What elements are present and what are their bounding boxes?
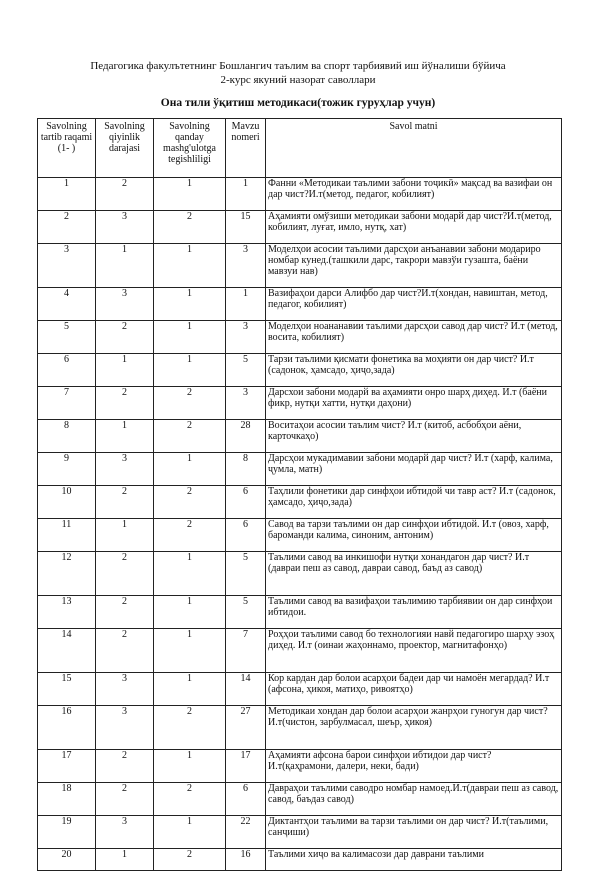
table-row [38,486,562,519]
topic-number-cell: 1 [226,178,266,211]
row-number-cell: 6 [38,354,96,387]
topic-number-cell: 14 [226,673,266,706]
question-text-cell: Давраҳои таълими саводро номбар намоед.И.т(давраи пеш аз савод, савод, баъдаз савод) [266,783,562,816]
lesson-type-cell: 2 [154,519,226,552]
row-number-cell: 10 [38,486,96,519]
topic-number-cell: 7 [226,629,266,673]
lesson-type-cell: 2 [154,420,226,453]
row-number-cell: 17 [38,750,96,783]
lesson-type-cell: 1 [154,321,226,354]
row-number-cell: 2 [38,211,96,244]
lesson-type-cell: 1 [154,673,226,706]
difficulty-cell: 2 [96,783,154,816]
table-row [38,453,562,486]
question-text-cell: Таълими савод ва инкишофи нутқи хонандагон дар чист? И.т (давраи пеш аз савод, давраи савод, баъд аз савод) [266,552,562,596]
question-text-cell: Кор кардан дар болои асарҳои бадеи дар чи намоён мегардад? И.т (афсона, ҳикоя, матиҳо, ривоятҳо) [266,673,562,706]
topic-number-cell: 15 [226,211,266,244]
question-text-cell: Савод ва тарзи таълими он дар синфҳои ибтидой. И.т (овоз, харф, бароманди калима, синоним, антоним) [266,519,562,552]
difficulty-cell: 1 [96,244,154,288]
difficulty-cell: 2 [96,596,154,629]
table-row [38,211,562,244]
column-header-number: Savolning tartib raqami (1- ) [38,119,96,178]
row-number-cell: 14 [38,629,96,673]
topic-number-cell: 8 [226,453,266,486]
difficulty-cell: 3 [96,288,154,321]
row-number-cell: 7 [38,387,96,420]
topic-number-cell: 5 [226,596,266,629]
question-text-cell: Моделҳои ноананавии таълими дарсҳои савод дар чист? И.т (метод, восита, кобилият) [266,321,562,354]
question-text-cell: Фанни «Методикаи таълими забони тоҷикӣ» мақсад ва вазифаи он дар чист?И.т(метод, педагог, кобилият) [266,178,562,211]
question-text-cell: Дарсҳои мукадимавии забони модарй дар чист? И.т (харф, калима, ҷумла, матн) [266,453,562,486]
difficulty-cell: 3 [96,453,154,486]
question-text-cell: Таълими хиҷо ва калимасози дар даврани таълими [266,849,562,871]
question-text-cell: Методикаи хондан дар болои асарҳои жанрҳои гуногун дар чист? И.т(чистон, зарбулмасал, шеър, ҳикоя) [266,706,562,750]
lesson-type-cell: 1 [154,178,226,211]
lesson-type-cell: 1 [154,750,226,783]
topic-number-cell: 3 [226,387,266,420]
table-row [38,783,562,816]
lesson-type-cell: 1 [154,596,226,629]
question-text-cell: Вазифаҳои дарси Алифбо дар чист?И.т(хондан, навиштан, метод, педагог, кобилият) [266,288,562,321]
difficulty-cell: 3 [96,673,154,706]
lesson-type-cell: 1 [154,552,226,596]
header-line-1: Педагогика факулътетнинг Бошлангич таълим ва спорт тарбиявий иш йўналиши бўйича [90,60,506,72]
lesson-type-cell: 2 [154,783,226,816]
column-header-question-text: Savol matni [266,119,562,178]
difficulty-cell: 2 [96,387,154,420]
topic-number-cell: 16 [226,849,266,871]
topic-number-cell: 6 [226,519,266,552]
lesson-type-cell: 2 [154,706,226,750]
question-text-cell: Воситаҳои асосии таълим чист? И.т (китоб, асбобҳои аёни, карточкаҳо) [266,420,562,453]
row-number-cell: 11 [38,519,96,552]
row-number-cell: 3 [38,244,96,288]
row-number-cell: 4 [38,288,96,321]
lesson-type-cell: 2 [154,486,226,519]
lesson-type-cell: 1 [154,453,226,486]
topic-number-cell: 22 [226,816,266,849]
table-row [38,552,562,596]
lesson-type-cell: 2 [154,387,226,420]
topic-number-cell: 5 [226,354,266,387]
table-row [38,244,562,288]
table-row [38,706,562,750]
row-number-cell: 5 [38,321,96,354]
lesson-type-cell: 1 [154,629,226,673]
row-number-cell: 1 [38,178,96,211]
table-row [38,673,562,706]
lesson-type-cell: 1 [154,244,226,288]
row-number-cell: 15 [38,673,96,706]
topic-number-cell: 6 [226,783,266,816]
question-text-cell: Таълими савод ва вазифаҳои таълимию тарбиявии он дар синфҳои ибтидои. [266,596,562,629]
question-text-cell: Аҳамияти омўзиши методикаи забони модарй дар чист?И.т(метод, кобилият, луғат, имло, нутқ, хат) [266,211,562,244]
table-row [38,178,562,211]
lesson-type-cell: 2 [154,849,226,871]
difficulty-cell: 3 [96,816,154,849]
difficulty-cell: 1 [96,354,154,387]
table-row [38,629,562,673]
topic-number-cell: 3 [226,244,266,288]
column-header-lesson-type: Savolning qanday mashg'ulotga tegishliligi [154,119,226,178]
topic-number-cell: 17 [226,750,266,783]
column-header-topic-number: Mavzu nomeri [226,119,266,178]
table-row [38,596,562,629]
difficulty-cell: 2 [96,321,154,354]
table-row [38,750,562,783]
questions-table [37,118,562,871]
difficulty-cell: 1 [96,849,154,871]
difficulty-cell: 3 [96,706,154,750]
topic-number-cell: 27 [226,706,266,750]
question-text-cell: Диктантҳои таълими ва тарзи таълими он дар чист? И.т(таълими, санҷиши) [266,816,562,849]
topic-number-cell: 5 [226,552,266,596]
table-row [38,420,562,453]
table-row [38,849,562,871]
row-number-cell: 18 [38,783,96,816]
document-title: Она тили ўқитиш методикаси(тожик гуруҳлар учун) [160,97,436,109]
lesson-type-cell: 1 [154,288,226,321]
lesson-type-cell: 2 [154,211,226,244]
question-text-cell: Моделҳои асосии таълими дарсҳои анъанавии забони модариро номбар кунед.(ташкили дарс, такрори мавзўи гузашта, баёни мавзуи нав) [266,244,562,288]
difficulty-cell: 2 [96,552,154,596]
topic-number-cell: 6 [226,486,266,519]
row-number-cell: 12 [38,552,96,596]
topic-number-cell: 28 [226,420,266,453]
question-text-cell: Роҳҳои таълими савод бо технологияи навй педагогиро шарҳу эзоҳ диҳед. И.т (оинаи жаҳоннамо, проектор, магнитафонҳо) [266,629,562,673]
difficulty-cell: 1 [96,420,154,453]
question-text-cell: Таҳлили фонетики дар синфҳои ибтидой чи тавр аст? И.т (садонок, ҳамсадо, ҳиҷо,зада) [266,486,562,519]
row-number-cell: 19 [38,816,96,849]
difficulty-cell: 2 [96,750,154,783]
question-text-cell: Тарзи таълими қисмати фонетика ва моҳияти он дар чист? И.т (садонок, ҳамсадо, ҳиҷо,зада) [266,354,562,387]
lesson-type-cell: 1 [154,354,226,387]
question-text-cell: Аҳамияти афсона барои синфҳои ибтидои дар чист? И.т(қаҳрамони, далери, неки, бади) [266,750,562,783]
row-number-cell: 20 [38,849,96,871]
difficulty-cell: 3 [96,211,154,244]
difficulty-cell: 1 [96,519,154,552]
topic-number-cell: 1 [226,288,266,321]
table-row [38,288,562,321]
row-number-cell: 8 [38,420,96,453]
table-row [38,519,562,552]
difficulty-cell: 2 [96,178,154,211]
table-header-row [38,119,562,178]
topic-number-cell: 3 [226,321,266,354]
table-row [38,321,562,354]
row-number-cell: 9 [38,453,96,486]
table-row [38,816,562,849]
difficulty-cell: 2 [96,629,154,673]
difficulty-cell: 2 [96,486,154,519]
row-number-cell: 16 [38,706,96,750]
table-row [38,354,562,387]
column-header-difficulty: Savolning qiyinlik darajasi [96,119,154,178]
lesson-type-cell: 1 [154,816,226,849]
question-text-cell: Дарсхои забони модарй ва аҳамияти онро шарҳ диҳед. И.т (баёни фикр, нутқи хатти, нутқи даҳони) [266,387,562,420]
header-line-2: 2-курс якуний назорат саволлари [220,74,376,86]
row-number-cell: 13 [38,596,96,629]
table-row [38,387,562,420]
